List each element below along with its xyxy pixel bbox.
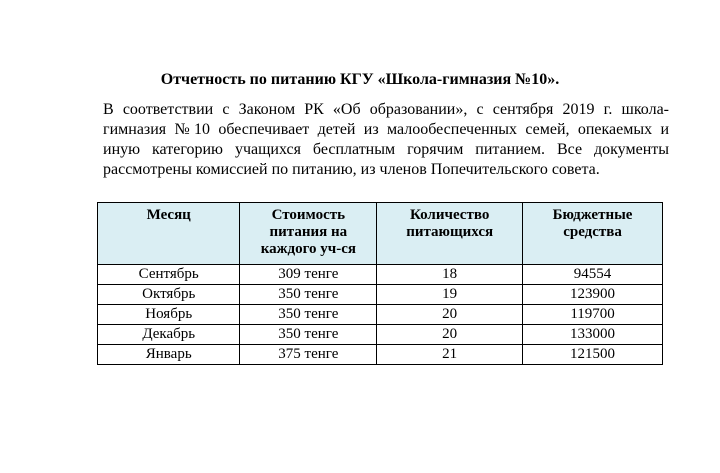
cell-cost: 350 тенге [240,305,377,325]
cell-month: Сентябрь [98,265,240,285]
table-header-row [98,203,663,265]
header-month: Месяц [98,203,240,265]
cell-month: Январь [98,345,240,365]
cell-count: 20 [377,305,523,325]
nutrition-report-table [97,202,663,365]
cell-budget: 94554 [523,265,663,285]
cell-budget: 119700 [523,305,663,325]
document-paragraph: В соответствии с Законом РК «Об образовании», с сентября 2019 г. школа-гимназия №10 обеспечивает детей из малообеспеченных семей, опекаемых и иную категорию учащихся бесплатным горячим питанием. Все документы рассмотрены комиссией по питанию, из членов Попечительского совета. [103,101,669,178]
cell-cost: 375 тенге [240,345,377,365]
cell-budget: 133000 [523,325,663,345]
table-row [98,285,663,305]
cell-cost: 350 тенге [240,285,377,305]
cell-count: 18 [377,265,523,285]
cell-cost: 350 тенге [240,325,377,345]
cell-month: Октябрь [98,285,240,305]
header-student-count: Количество питающихся [377,203,523,265]
table-row [98,265,663,285]
cell-budget: 123900 [523,285,663,305]
header-cost-per-student: Стоимость питания на каждого уч-ся [240,203,377,265]
table-row [98,345,663,365]
table-row [98,325,663,345]
cell-count: 19 [377,285,523,305]
table-row [98,305,663,325]
document-title: Отчетность по питанию КГУ «Школа-гимназия №10». [160,71,560,88]
cell-count: 20 [377,325,523,345]
cell-budget: 121500 [523,345,663,365]
header-budget-funds: Бюджетные средства [523,203,663,265]
cell-count: 21 [377,345,523,365]
cell-month: Ноябрь [98,305,240,325]
cell-month: Декабрь [98,325,240,345]
cell-cost: 309 тенге [240,265,377,285]
